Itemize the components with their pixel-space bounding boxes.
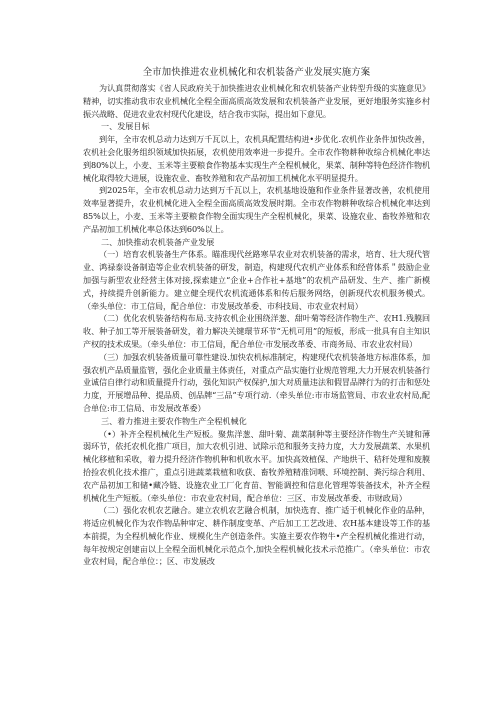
section-paragraph: 到2025年，全市农机总动力达到万千瓦以上，农机基地设施和作业条件显著改善，农机使用效率显著提升，农业机械化进入全程全面高质高效发展时期。全市农作物耕种收综合机械化率达到85%以上，小麦、玉米等主要粮食作物全面实现生产全程机械化，果菜、设施农业、畜牧养殖和农产品初加工机械化率总体达到60%以上。: [83, 185, 430, 234]
section-heading: 三、着力推进主要农作物生产全程机械化: [101, 415, 247, 426]
section-goals: [83, 120, 430, 235]
section-paragraph: （三）加强农机装备质量可靠性建设.加快农机标准制定，构建现代农机装备地方标准体系，加强农机产品质量监管，强化企业质量主体责任，对重点产品实施行业规范管理,大力开展农机装备行业诚信自律行动和质量提升行动，强化知识产权保护,加大对质量违法和假冒品牌行为的打击和惩处力度，开展增品种、提品质、创品牌“三品”专项行动.（牵头单位:市市场监管局、市农业农村局,配合单位:市工信局、市发展改革委）: [83, 351, 430, 413]
section-paragraph: 到年，全市农机总动力达到万千瓦以上，农机具配置结构进•步优化.农机作业条件加快改善，农机社会化服务组织领域加快拓展，农机使用效率进一步提升。全市农作物耕种收综合机械化率达到80%以上，小麦、玉米等主要粮食作物基本实现生产全程机械化，果菜、制种等特色经济作物机械化取得较大进展，设施农业、畜牧养殖和农产品初加工机械化水平明显提升。: [83, 134, 430, 183]
section-paragraph: （•）补齐全程机械化生产短板。聚焦洋葱、甜叶菊、蔬菜制种等主要经济作物生产关键和薄弱环节，依托农机化推广项目，加大农机引进、试除示范和服务支持力度，大力发展蔬菜、水果机械化移植和采收，着力提升经济作物机种和机收水平。加快高效植保、产地烘干、秸秆处理和废膜拾捡农机化技术推广，重点引进蔬菜栽植和收获、畜牧养殖精准饲喂、环境控制、粪污综合利用、农产品初加工和储•藏冷链、设施农业工厂化育苗、智能调控和信息化管理等装备技术，补齐全程机械化生产短板。（牵头单位：市农业农村局，配合单位：三区、市发展改革委、市财政局）: [83, 428, 430, 503]
section-paragraph: （一）培育农机装备生产体系。瞄准现代丝路寒旱农业对农机装备的需求，培育、壮大现代管业、鸿禄泰设备制造等企业农机装备的研发，制造，构建现代农机产业体系和经营体系＂鼓励企业加强与新型农业经营主体对接,探索建立“企业+合作社+基地”的农机产品研发、生产、推广新模式，持续提升创新能力。建立健全现代农机流通体系和传后服务网络，创新现代农机服务模式。（牵头单位：市工信局，配合单位：市发展改革委、市科技局、市农业农村局）: [83, 249, 430, 311]
section-paragraph: （二）优化农机装备结构布局.支持农机企业围绕洋葱、甜叶菊等经济作物生产、农H1.残膜回收、种子加工等开展装备研发，着力解决关键環节环节“无机可用”的短板，形成一批具有自主知识产权的技术成果。（牵头单位：市工信局，配合单位·市发展改革委、市商务局、市农业农村局）: [83, 313, 430, 349]
section-equipment-industry: [83, 236, 430, 415]
section-full-mechanization: [83, 415, 430, 569]
section-heading: 一、发展目标: [101, 121, 150, 132]
document-title: 全市加快推进农业机械化和农机装备产业发展实施方案: [142, 67, 371, 78]
intro-paragraph: 为认真贯彻落实《省人民政府关于加快推进农业机械化和农机装备产业转型升级的实施意见》精神，切实推动我市农业机械化全程全面高质高效发展和农机装备产业发展，更好地服务实施乡村振兴战略、促进农业农村现代化建设，结合我市实际，提出如下意见。: [83, 83, 430, 119]
section-heading: 二、加快推动农机装备产业发展: [101, 236, 215, 247]
section-paragraph: （二）强化农机农艺融合。建立农机农艺融合机制，加快选育、推广适于机械化作业的品种，将适应机械化作为农作物品种审定、耕作制度变革、产后加工工艺改进、农H基本建设等工作的基本前提，为全程机械化作业、规模化生产创造条件。实施主要农作物牛•产全程机械化推进行动，每年按规定创建亩以上全程全面机械化示范点个,加快全程机械化技术示范推广。（牵头单位：市农业农村局，配合单位：；区、市发展改: [83, 505, 430, 567]
